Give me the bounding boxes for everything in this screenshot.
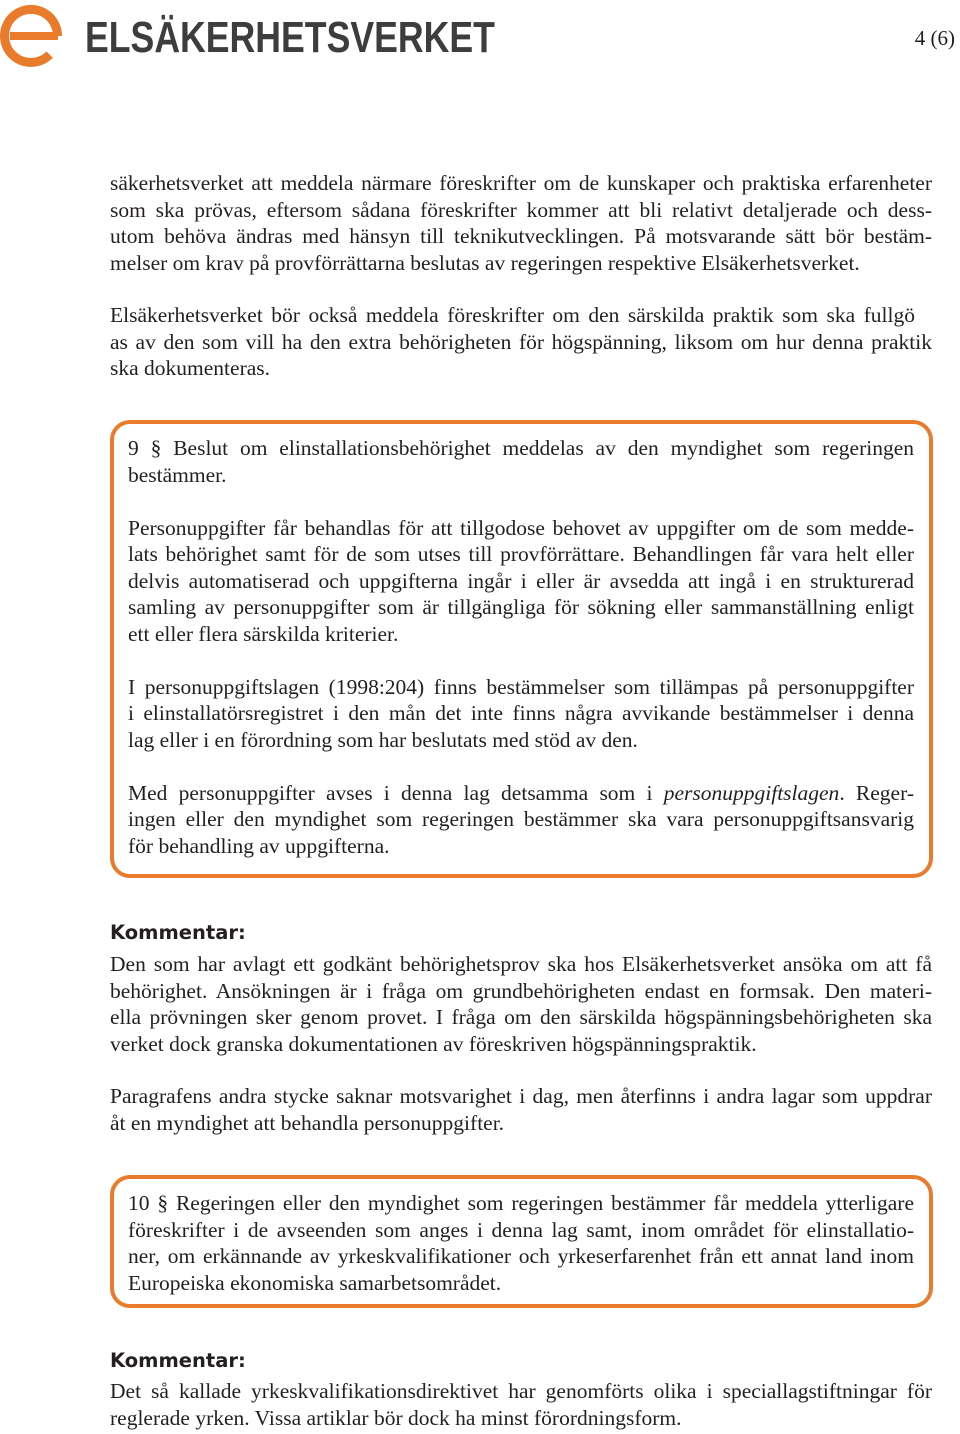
text-line: Den som har avlagt ett godkänt behörighetsprov ska hos Elsäkerhetsverket ansöka om att få — [110, 952, 932, 976]
text-line: lag eller i en förordning som har beslutats med stöd av den. — [128, 727, 638, 752]
text-line: ella prövningen sker genom provet. I fråga om den särskilda högspänningsbehörigheten ska — [110, 1005, 932, 1029]
text-line — [128, 780, 914, 807]
law-text-box — [110, 420, 933, 878]
text-line: ingen eller den myndighet som regeringen bestämmer ska vara personuppgiftsansvarig — [128, 807, 914, 831]
text-line: lats behörighet samt för de som utses till provförrättare. Behandlingen får vara helt eller — [128, 542, 914, 566]
text-line: Paragrafens andra stycke saknar motsvarighet i dag, men återfinns i andra lagar som uppdrar — [110, 1084, 932, 1108]
text-line: säkerhetsverket att meddela närmare föreskrifter om de kunskaper och praktiska erfarenheter — [110, 171, 932, 195]
text-line: samling av personuppgifter som är tillgängliga för sökning eller sammanställning enligt — [128, 595, 914, 619]
e-logo-icon — [0, 3, 64, 67]
text-line: 10 § Regeringen eller den myndighet som regeringen bestämmer får meddela ytterligare — [128, 1191, 914, 1215]
text-line: reglerade yrken. Vissa artiklar bör dock ha minst förordningsform. — [110, 1405, 682, 1430]
paragraph — [128, 1190, 914, 1296]
text-line: Det så kallade yrkeskvalifikationsdirektivet har genomförts olika i speciallagstiftningar för — [110, 1379, 932, 1403]
paragraph — [110, 170, 932, 276]
text-line: Europeiska ekonomiska samarbetsområdet. — [128, 1270, 502, 1295]
text-line: bestämmer. — [128, 462, 227, 487]
text-line: melser om krav på provförrättarna beslutas av regeringen respektive Elsäkerhetsverket. — [110, 250, 860, 275]
paragraph — [110, 1083, 932, 1136]
comment-heading: Kommentar: — [110, 1349, 246, 1372]
paragraph — [110, 302, 932, 382]
text-line: ska dokumenteras. — [110, 356, 271, 380]
text-line: ett eller flera särskilda kriterier. — [128, 621, 399, 646]
text-line: utom behöva ändras med hänsyn till teknikutvecklingen. På motsvarande sätt bör bestäm- — [110, 224, 932, 248]
text-line: verket dock granska dokumentationen av föreskriven högspänningspraktik. — [110, 1031, 757, 1056]
text-line: behörighet. Ansökningen är i fråga om grundbehörigheten endast en formsak. Den materi- — [110, 978, 932, 1003]
text-line: I personuppgiftslagen (1998:204) finns bestämmelser som tillämpas på personuppgifter — [128, 674, 914, 699]
law-text-box — [110, 1175, 933, 1308]
text-line: som ska prövas, eftersom sådana föreskrifter kommer att bli relativt detaljerade och dess- — [110, 197, 932, 222]
comment-heading: Kommentar: — [110, 921, 246, 944]
paragraph — [110, 951, 932, 1057]
paragraph — [128, 435, 914, 488]
paragraph — [128, 674, 914, 754]
text-line: för behandling av uppgifterna. — [128, 833, 390, 858]
logo-wordmark: ELSÄKERHETSVERKET — [85, 13, 495, 62]
text-line: Elsäkerhetsverket bör också meddela föreskrifter om den särskilda praktik som ska fullgö — [110, 303, 915, 327]
text-line: Personuppgifter får behandlas för att tillgodose behovet av uppgifter om de som medde- — [128, 515, 914, 540]
text-line: åt en myndighet att behandla personuppgifter. — [110, 1110, 505, 1135]
text-line: i elinstallatörsregistret i den mån det inte finns några avvikande bestämmelser i denna — [128, 701, 914, 725]
text-line: ner, om erkännande av yrkeskvalifikationer och yrkeserfarenhet från ett annat land inom — [128, 1244, 914, 1268]
paragraph — [128, 515, 914, 648]
paragraph — [110, 1378, 932, 1431]
paragraph — [128, 780, 914, 860]
italic-law-name: personuppgiftslagen — [663, 780, 840, 805]
text-line: 9 § Beslut om elinstallationsbehörighet meddelas av den myndighet som regeringen — [128, 436, 914, 460]
page-number: 4 (6) — [914, 26, 955, 50]
text-line: delvis automatiserad och uppgifterna ingår i eller är avsedda att ingå i en strukturerad — [128, 568, 914, 593]
text-span: Med personuppgifter avses i denna lag detsamma som i — [128, 780, 664, 805]
text-line: föreskrifter i de avseenden som anges i denna lag samt, inom området för elinstallatio- — [128, 1217, 914, 1242]
text-line: as av den som vill ha den extra behörigheten för högspänning, liksom om hur denna praktik — [110, 329, 932, 354]
text-span: . Reger- — [839, 780, 914, 805]
